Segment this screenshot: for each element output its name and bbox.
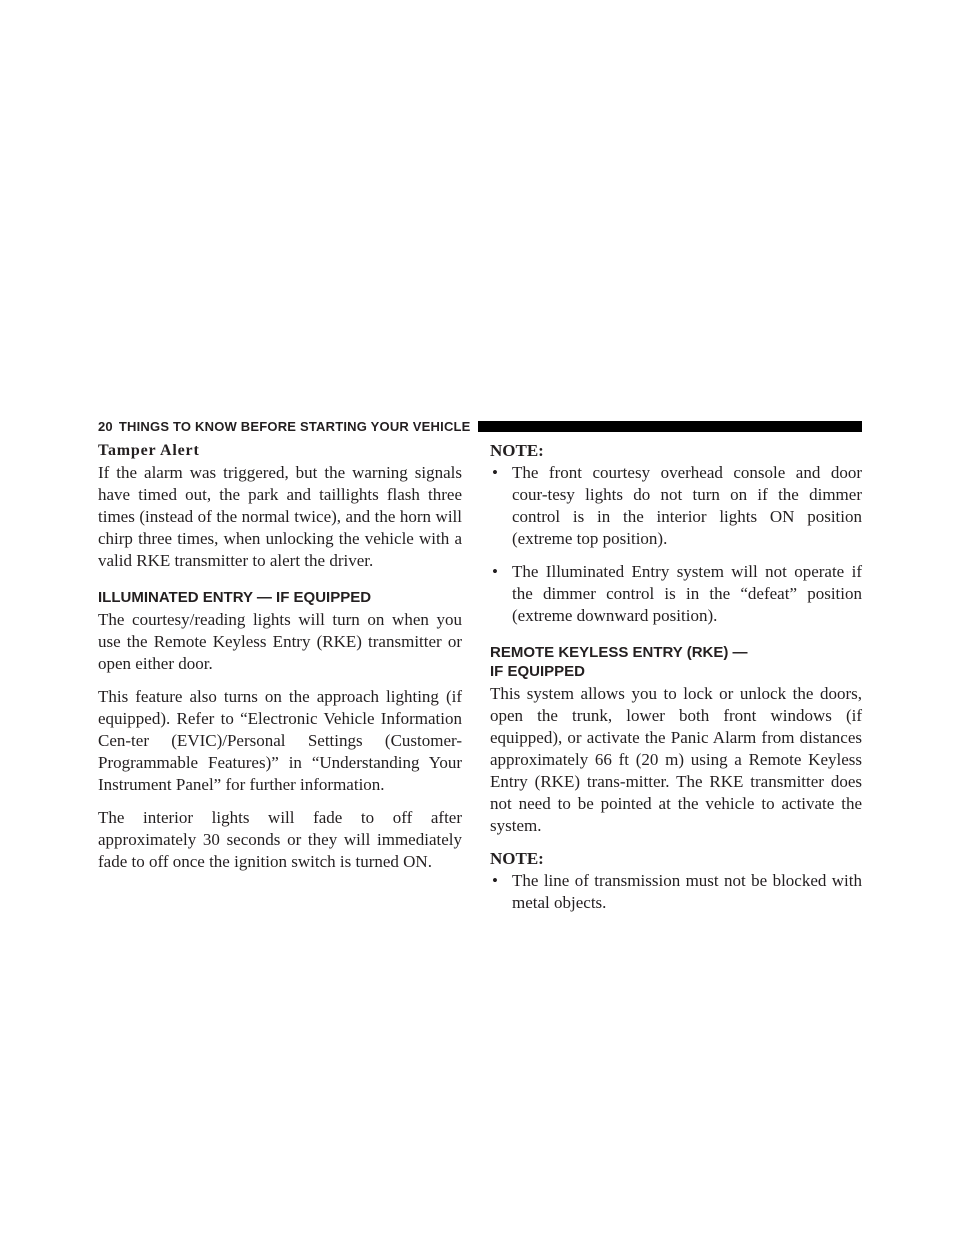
bullet-icon: • [492,463,498,482]
note-label: NOTE: [490,441,544,460]
list-item [490,870,862,914]
illuminated-entry-p1: The courtesy/reading lights will turn on when you use the Remote Keyless Entry (RKE) transmitter or open either door. [98,610,462,673]
bullet-icon: • [492,562,498,581]
bullet-icon: • [492,871,498,890]
note-list [490,462,862,627]
tamper-alert-title: Tamper Alert [98,442,200,459]
note-label: NOTE: [490,849,544,868]
illuminated-entry-p3: The interior lights will fade to off after approximately 30 seconds or they will immediately fade to off once the ignition switch is turned ON. [98,808,462,871]
header-rule [478,421,862,432]
running-head: THINGS TO KNOW BEFORE STARTING YOUR VEHICLE [118,418,471,434]
note-text: The front courtesy overhead console and door cour-tesy lights do not turn on if the dimmer control is in the interior lights ON position (extreme top position). [512,463,862,548]
tamper-alert-body: If the alarm was triggered, but the warning signals have timed out, the park and taillights flash three times (instead of the normal twice), and the horn will chirp three times, when unlocking the vehicle with a valid RKE transmitter to alert the driver. [98,463,462,570]
illuminated-entry-title: ILLUMINATED ENTRY — IF EQUIPPED [98,589,372,606]
note-text: The line of transmission must not be blocked with metal objects. [512,871,862,912]
rke-title-line2: IF EQUIPPED [490,663,586,680]
page-number: 20 [98,418,113,434]
rke-title-line1: REMOTE KEYLESS ENTRY (RKE) — [490,644,748,661]
left-column [98,440,462,884]
note-list [490,870,862,914]
note-text: The Illuminated Entry system will not operate if the dimmer control is in the “defeat” position (extreme downward position). [512,562,862,625]
list-item [490,462,862,550]
list-item [490,561,862,627]
illuminated-entry-p2: This feature also turns on the approach lighting (if equipped). Refer to “Electronic Vehicle Information Cen-ter (EVIC)/Personal Settings (Customer-Programmable Features)” in “Understanding Your Instrument Panel” for further information. [98,687,462,794]
rke-title [490,643,862,681]
page-header [98,416,862,436]
right-column [490,440,862,925]
rke-body: This system allows you to lock or unlock the doors, open the trunk, lower both front windows (if equipped), or activate the Panic Alarm from distances approximately 66 ft (20 m) using a Remote Keyless Entry (RKE) trans-mitter. The RKE transmitter does not need to be pointed at the vehicle to activate the system. [490,684,862,835]
